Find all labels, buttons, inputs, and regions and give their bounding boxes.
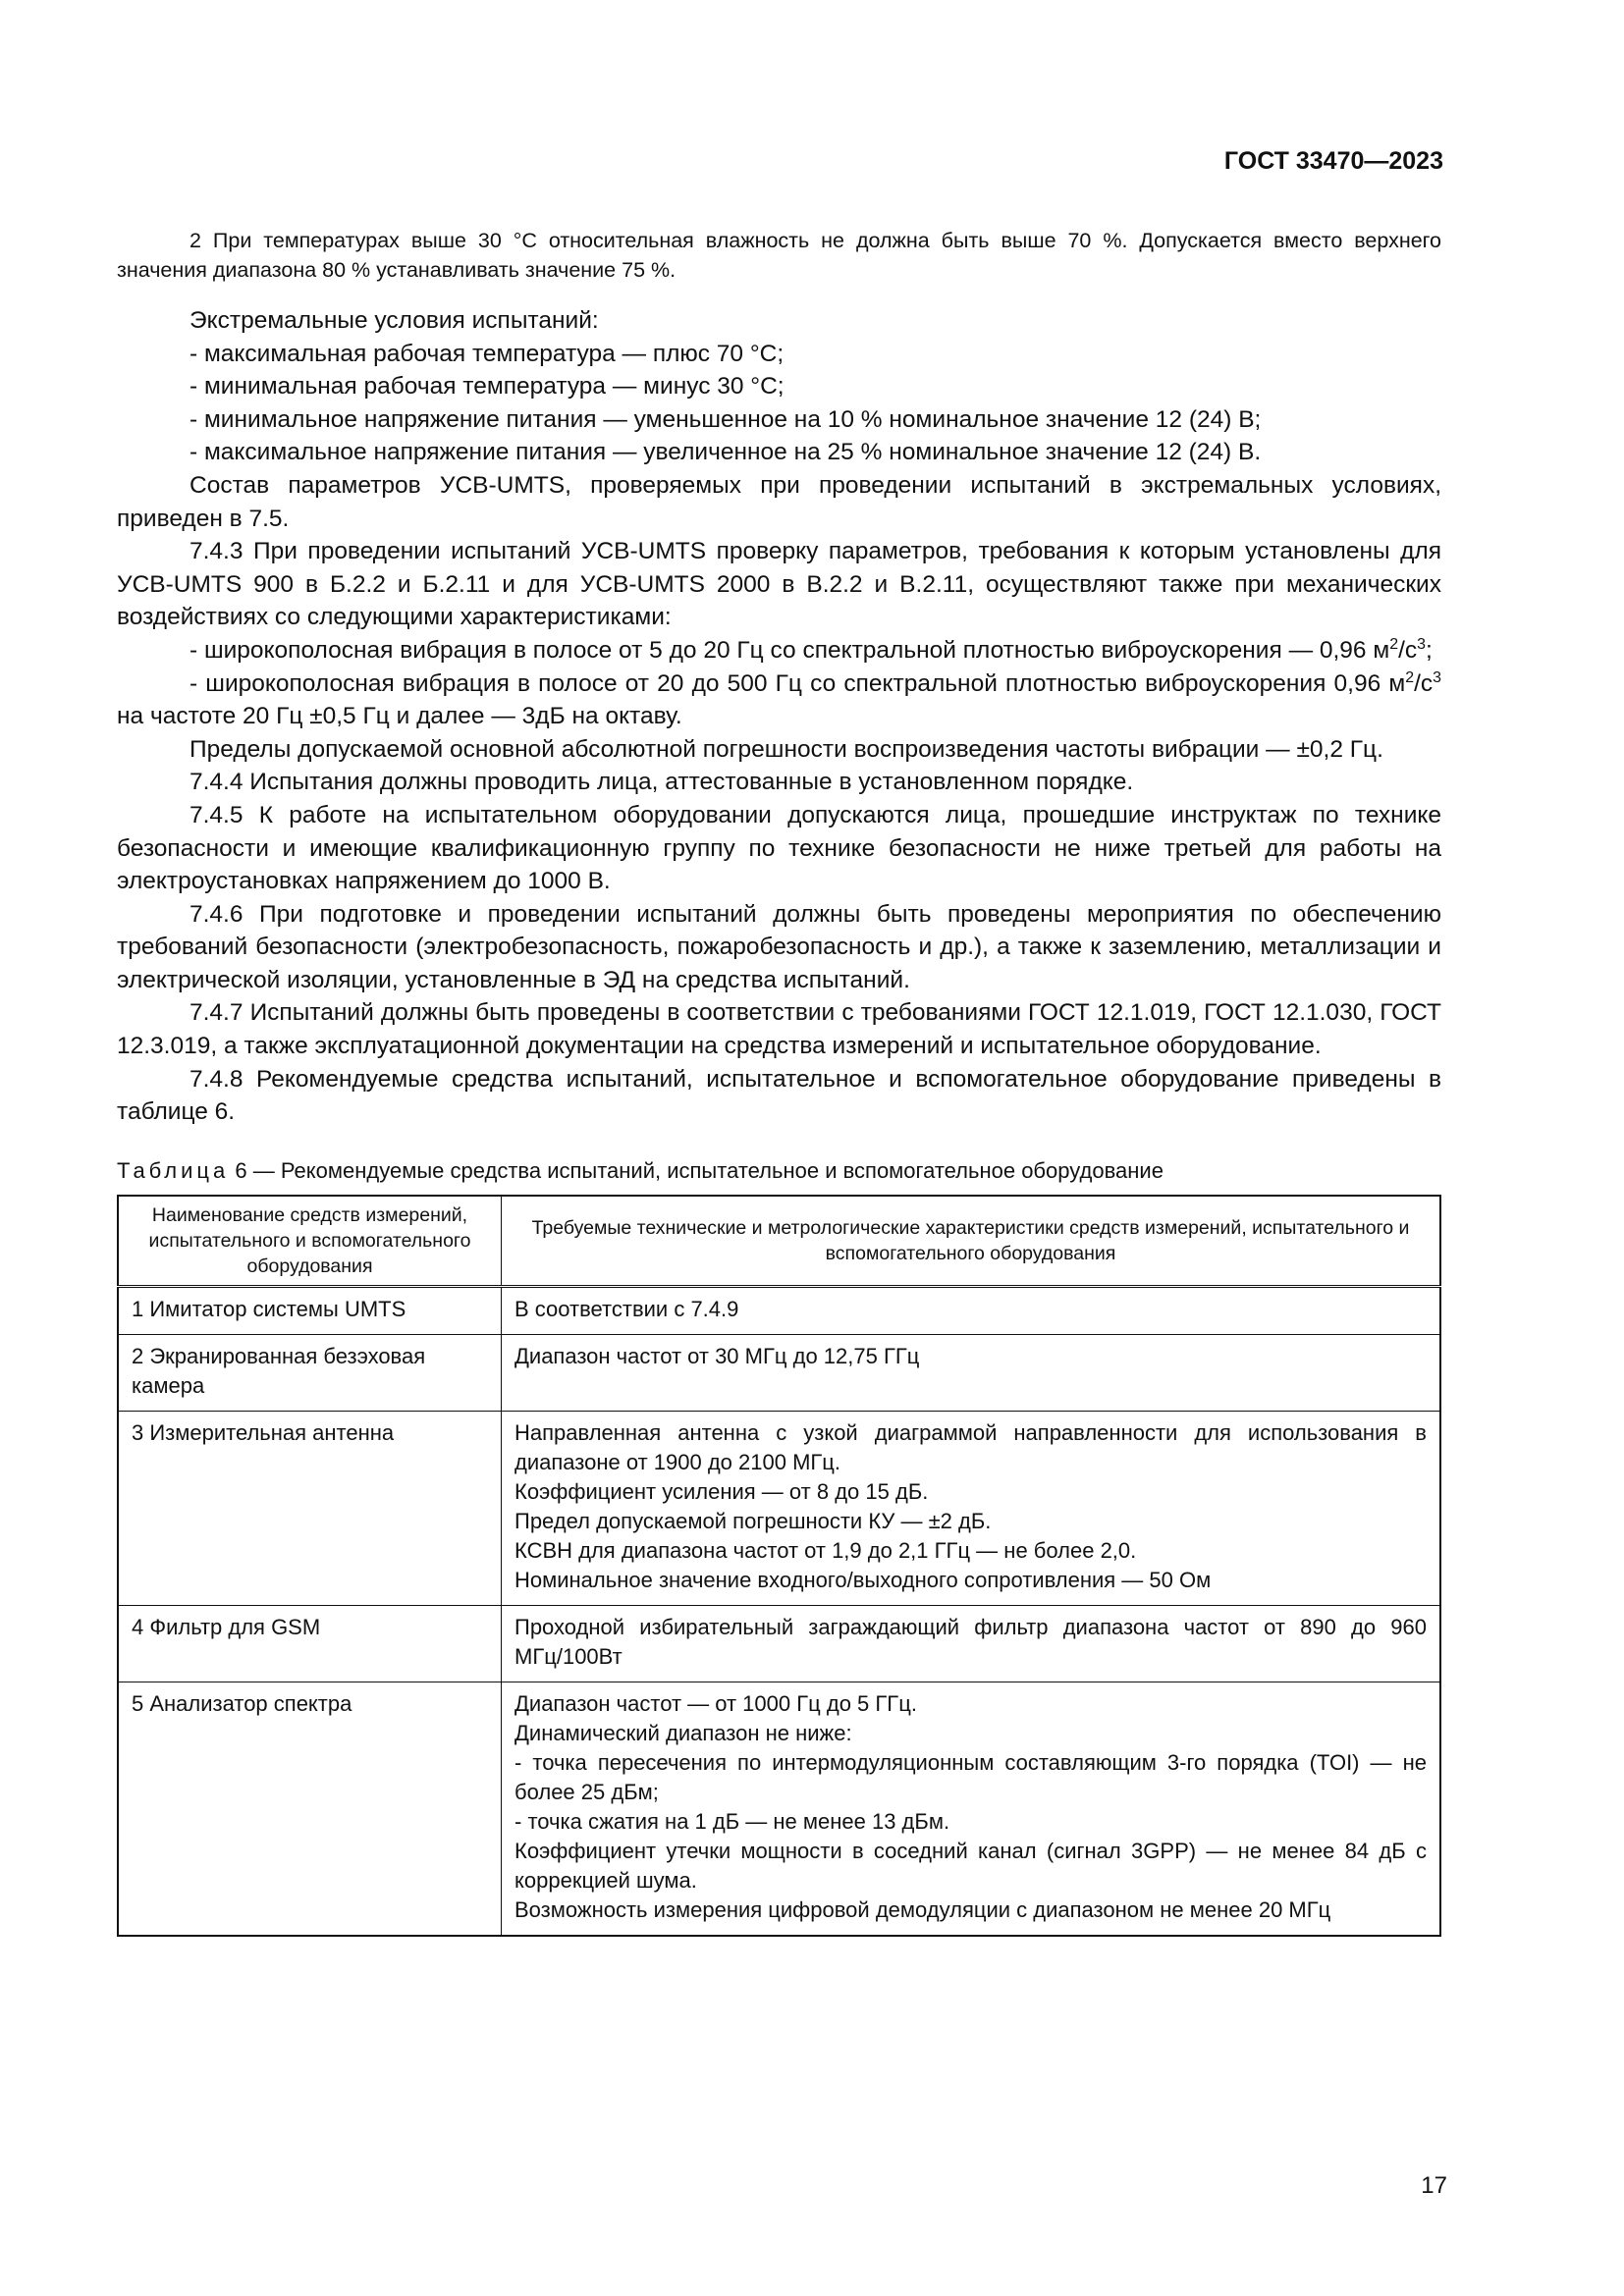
characteristic-line: Коэффициент усиления — от 8 до 15 дБ. xyxy=(514,1478,929,1504)
header-characteristics: Требуемые технические и метрологические характеристики средств измерений, испытательного и вспомогательного оборудования xyxy=(502,1196,1441,1287)
table-row xyxy=(118,1411,1440,1605)
vibration-limits: Пределы допускаемой основной абсолютной погрешности воспроизведения частоты вибрации — ±0,2 Гц. xyxy=(189,735,1383,763)
characteristic-line: - точка пересечения по интермодуляционным составляющим 3-го порядка (TOI) — не более 25 дБм; xyxy=(514,1749,1427,1804)
characteristic-line: Коэффициент утечки мощности в соседний канал (сигнал 3GPP) — не менее 84 дБ с коррекцией шума. xyxy=(514,1838,1427,1893)
characteristics-cell xyxy=(502,1605,1441,1682)
characteristic-line: Динамический диапазон не ниже: xyxy=(514,1720,852,1745)
characteristics-cell xyxy=(502,1411,1441,1605)
equipment-name-cell: 5 Анализатор спектра xyxy=(118,1682,502,1936)
clause-7-4-3: 7.4.3 При проведении испытаний УСВ-UMTS проверку параметров, требования к которым установлены для УСВ-UMTS 900 в Б.2.2 и Б.2.11 и для УСВ-UMTS 2000 в В.2.2 и В.2.11, осуществляют также при механических воздействиях со следующими характеристиками: xyxy=(117,538,1441,631)
table-caption: Таблица 6 — Рекомендуемые средства испытаний, испытательное и вспомогательное оборудование xyxy=(117,1157,1164,1183)
clause-7-4-7: 7.4.7 Испытаний должны быть проведены в соответствии с требованиями ГОСТ 12.1.019, ГОСТ 12.1.030, ГОСТ 12.3.019, а также эксплуатационной документации на средства измерений и испытательное оборудование. xyxy=(117,999,1441,1060)
characteristic-line: Проходной избирательный заграждающий фильтр диапазона частот от 890 до 960 МГц/100Вт xyxy=(514,1614,1427,1669)
document-designation: ГОСТ 33470—2023 xyxy=(1223,147,1443,175)
characteristics-cell xyxy=(502,1286,1441,1334)
vibration-item-1: - широкополосная вибрация в полосе от 5 до 20 Гц со спектральной плотностью виброускорения — 0,96 $м^2/с^3$; xyxy=(189,635,1433,664)
extreme-item: - максимальное напряжение питания — увеличенное на 25 % номинальное значение 12 (24) В. xyxy=(189,439,1262,466)
extreme-item: - максимальная рабочая температура — плюс 70 °С; xyxy=(189,340,785,367)
characteristic-line: Диапазон частот от 30 МГц до 12,75 ГГц xyxy=(514,1343,920,1368)
equipment-name-cell: 3 Измерительная антенна xyxy=(118,1411,502,1605)
equipment-table xyxy=(117,1195,1441,1937)
table-row xyxy=(118,1286,1440,1334)
note-2: 2 При температурах выше 30 °С относительная влажность не должна быть выше 70 %. Допускается вместо верхнего значения диапазона 80 % устанавливать значение 75 %. xyxy=(117,229,1441,282)
extreme-conditions-title: Экстремальные условия испытаний: xyxy=(189,307,599,334)
extreme-composition: Состав параметров УСВ-UMTS, проверяемых при проведении испытаний в экстремальных условиях, приведен в 7.5. xyxy=(117,471,1441,532)
characteristic-line: Предел допускаемой погрешности КУ — ±2 дБ. xyxy=(514,1508,992,1533)
table-body xyxy=(118,1286,1440,1936)
table-row xyxy=(118,1605,1440,1682)
characteristic-line: Возможность измерения цифровой демодуляции с диапазоном не менее 20 МГц xyxy=(514,1896,1331,1922)
extreme-item: - минимальное напряжение питания — уменьшенное на 10 % номинальное значение 12 (24) В; xyxy=(189,405,1262,433)
clause-7-4-8: 7.4.8 Рекомендуемые средства испытаний, испытательное и вспомогательное оборудование приведены в таблице 6. xyxy=(117,1065,1441,1126)
page-content xyxy=(117,226,1441,1937)
table-row xyxy=(118,1682,1440,1936)
characteristic-line: Диапазон частот — от 1000 Гц до 5 ГГц. xyxy=(514,1690,917,1716)
equipment-name-cell: 1 Имитатор системы UMTS xyxy=(118,1286,502,1334)
clause-7-4-4: 7.4.4 Испытания должны проводить лица, аттестованные в установленном порядке. xyxy=(189,769,1134,796)
characteristic-line: - точка сжатия на 1 дБ — не менее 13 дБм. xyxy=(514,1808,950,1834)
extreme-item: - минимальная рабочая температура — минус 30 °С; xyxy=(189,373,785,400)
clause-7-4-5: 7.4.5 К работе на испытательном оборудовании допускаются лица, прошедшие инструктаж по технике безопасности и имеющие квалификационную группу по технике безопасности не ниже третьей для работы на электроустановках напряжением до 1000 В. xyxy=(117,801,1441,895)
characteristic-line: Номинальное значение входного/выходного сопротивления — 50 Ом xyxy=(514,1567,1212,1592)
equipment-name-cell: 4 Фильтр для GSM xyxy=(118,1605,502,1682)
characteristic-line: В соответствии с 7.4.9 xyxy=(514,1296,739,1321)
table-row xyxy=(118,1334,1440,1411)
characteristic-line: Направленная антенна с узкой диаграммой направленности для использования в диапазоне от 1900 до 2100 МГц. xyxy=(514,1419,1427,1474)
page-number: 17 xyxy=(1421,2172,1447,2199)
characteristics-cell xyxy=(502,1682,1441,1936)
vibration-item-2: - широкополосная вибрация в полосе от 20 до 500 Гц со спектральной плотностью виброускорения 0,96 $м^2/с^3$ на частоте 20 Гц ±0,5 Гц и далее — 3дБ на октаву. xyxy=(117,668,1441,730)
header-equipment-name: Наименование средств измерений, испытательного и вспомогательного оборудования xyxy=(118,1196,502,1287)
characteristic-line: КСВН для диапазона частот от 1,9 до 2,1 ГГц — не более 2,0. xyxy=(514,1537,1137,1563)
characteristics-cell xyxy=(502,1334,1441,1411)
equipment-name-cell: 2 Экранированная безэховая камера xyxy=(118,1334,502,1411)
clause-7-4-6: 7.4.6 При подготовке и проведении испытаний должны быть проведены мероприятия по обеспечению требований безопасности (электробезопасность, пожаробезопасность и др.), а также к заземлению, металлизации и электрической изоляции, установленные в ЭД на средства испытаний. xyxy=(117,900,1441,993)
table-header-row xyxy=(118,1196,1440,1287)
